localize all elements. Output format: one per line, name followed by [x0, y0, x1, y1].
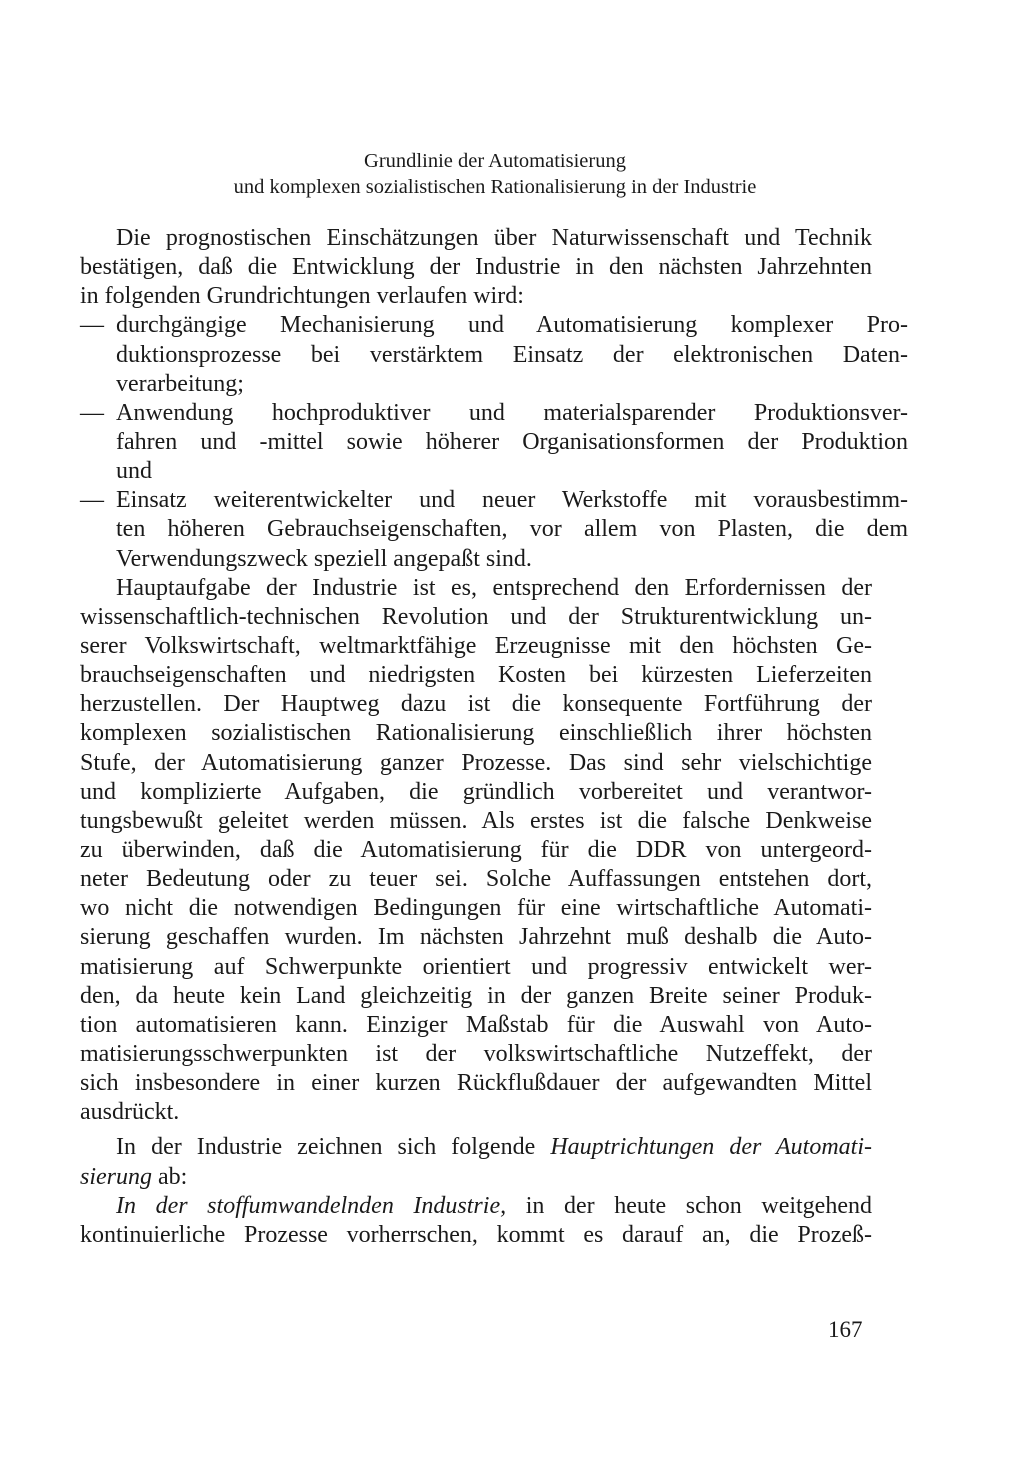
text-line: ausdrückt.: [80, 1099, 180, 1126]
title-line-1: Grundlinie der Automatisierung: [364, 150, 626, 172]
list-item-text: fahren und -mittel sowie höherer Organisationsformen der Produktion: [116, 428, 908, 455]
list-item-text: duktionsprozesse bei verstärktem Einsatz der elektronischen Daten-: [116, 341, 908, 368]
text-line: in folgenden Grundrichtungen verlaufen wird:: [80, 283, 524, 310]
dash-bullet: —: [80, 487, 104, 514]
text-line: matisierungsschwerpunkten ist der volkswirtschaftliche Nutzeffekt, der: [80, 1040, 872, 1067]
text-line: [80, 341, 908, 370]
text-line: zu überwinden, daß die Automatisierung für die DDR von untergeord-: [80, 836, 872, 863]
list-item: [80, 486, 908, 515]
body-text: [80, 224, 908, 1250]
text-line: wissenschaftlich-technischen Revolution und der Strukturentwicklung un-: [80, 603, 872, 630]
list-item-text: durchgängige Mechanisierung und Automatisierung komplexer Pro-: [116, 312, 908, 339]
text-line: Die prognostischen Einschätzungen über Naturwissenschaft und Technik: [116, 225, 872, 251]
text-line: wo nicht die notwendigen Bedingungen für eine wirtschaftliche Automati-: [80, 895, 872, 922]
list-item-text: Anwendung hochproduktiver und materialsparender Produktionsver-: [116, 399, 908, 426]
text-line: [80, 428, 908, 457]
text-line: [116, 1133, 872, 1162]
text-line: tion automatisieren kann. Einziger Maßstab für die Auswahl von Auto-: [80, 1011, 872, 1038]
list-item-text: ten höheren Gebrauchseigenschaften, vor allem von Plasten, die dem: [116, 516, 908, 543]
page-number: 167: [828, 1317, 863, 1342]
italic-emphasis: sierung: [80, 1163, 152, 1190]
text-line: kontinuierliche Prozesse vorherrschen, kommt es darauf an, die Prozeß-: [80, 1221, 872, 1248]
list-item: [80, 311, 908, 340]
text-line: [80, 545, 908, 574]
text-line: komplexen sozialistischen Rationalisierung einschließlich ihrer höchsten: [80, 720, 872, 747]
text-line: [80, 370, 908, 399]
list-item-text: und: [116, 458, 152, 485]
text-line: bestätigen, daß die Entwicklung der Industrie in den nächsten Jahrzehnten: [80, 254, 872, 281]
section-title: [100, 148, 890, 200]
italic-emphasis: In der stoffumwandelnden Industrie,: [116, 1192, 507, 1219]
text-line: herzustellen. Der Hauptweg dazu ist die konsequente Fortführung der: [80, 691, 872, 718]
text-line: sierung geschaffen wurden. Im nächsten Jahrzehnt muß deshalb die Auto-: [80, 924, 872, 951]
title-line-2: und komplexen sozialistischen Rationalisierung in der Industrie: [233, 176, 757, 198]
text-line: matisierung auf Schwerpunkte orientiert und progressiv entwickelt wer-: [80, 953, 872, 980]
list-item-text: verarbeitung;: [116, 370, 244, 397]
text-line: Hauptaufgabe der Industrie ist es, entsprechend den Erfordernissen der: [116, 574, 872, 601]
text-line: tungsbewußt geleitet werden müssen. Als erstes ist die falsche Denkweise: [80, 807, 872, 834]
text-span: In der Industrie zeichnen sich folgende: [116, 1134, 551, 1161]
text-line: den, da heute kein Land gleichzeitig in der ganzen Breite seiner Produk-: [80, 982, 872, 1009]
text-span: in der heute schon weitgehend: [506, 1192, 872, 1219]
text-line: [80, 515, 908, 544]
text-line: brauchseigenschaften und niedrigsten Kosten bei kürzesten Lieferzeiten: [80, 662, 872, 689]
list-item-text: Verwendungszweck speziell angepaßt sind.: [116, 545, 532, 572]
text-line: serer Volkswirtschaft, weltmarktfähige Erzeugnisse mit den höchsten Ge-: [80, 632, 872, 659]
text-line: [116, 1192, 872, 1221]
text-line: Stufe, der Automatisierung ganzer Prozesse. Das sind sehr vielschichtige: [80, 749, 872, 776]
text-line: [80, 1163, 872, 1192]
text-line: neter Bedeutung oder zu teuer sei. Solche Auffassungen entstehen dort,: [80, 866, 872, 893]
dash-bullet: —: [80, 312, 104, 339]
italic-emphasis: Hauptrichtungen der Automati-: [550, 1134, 872, 1161]
text-line: [80, 457, 908, 486]
text-span: ab:: [152, 1163, 188, 1190]
dash-bullet: —: [80, 399, 104, 426]
text-line: sich insbesondere in einer kurzen Rückflußdauer der aufgewandten Mittel: [80, 1070, 872, 1097]
list-item: [80, 399, 908, 428]
list-item-text: Einsatz weiterentwickelter und neuer Werkstoffe mit vorausbestimm-: [116, 487, 908, 514]
text-line: und komplizierte Aufgaben, die gründlich vorbereitet und verantwor-: [80, 778, 872, 805]
